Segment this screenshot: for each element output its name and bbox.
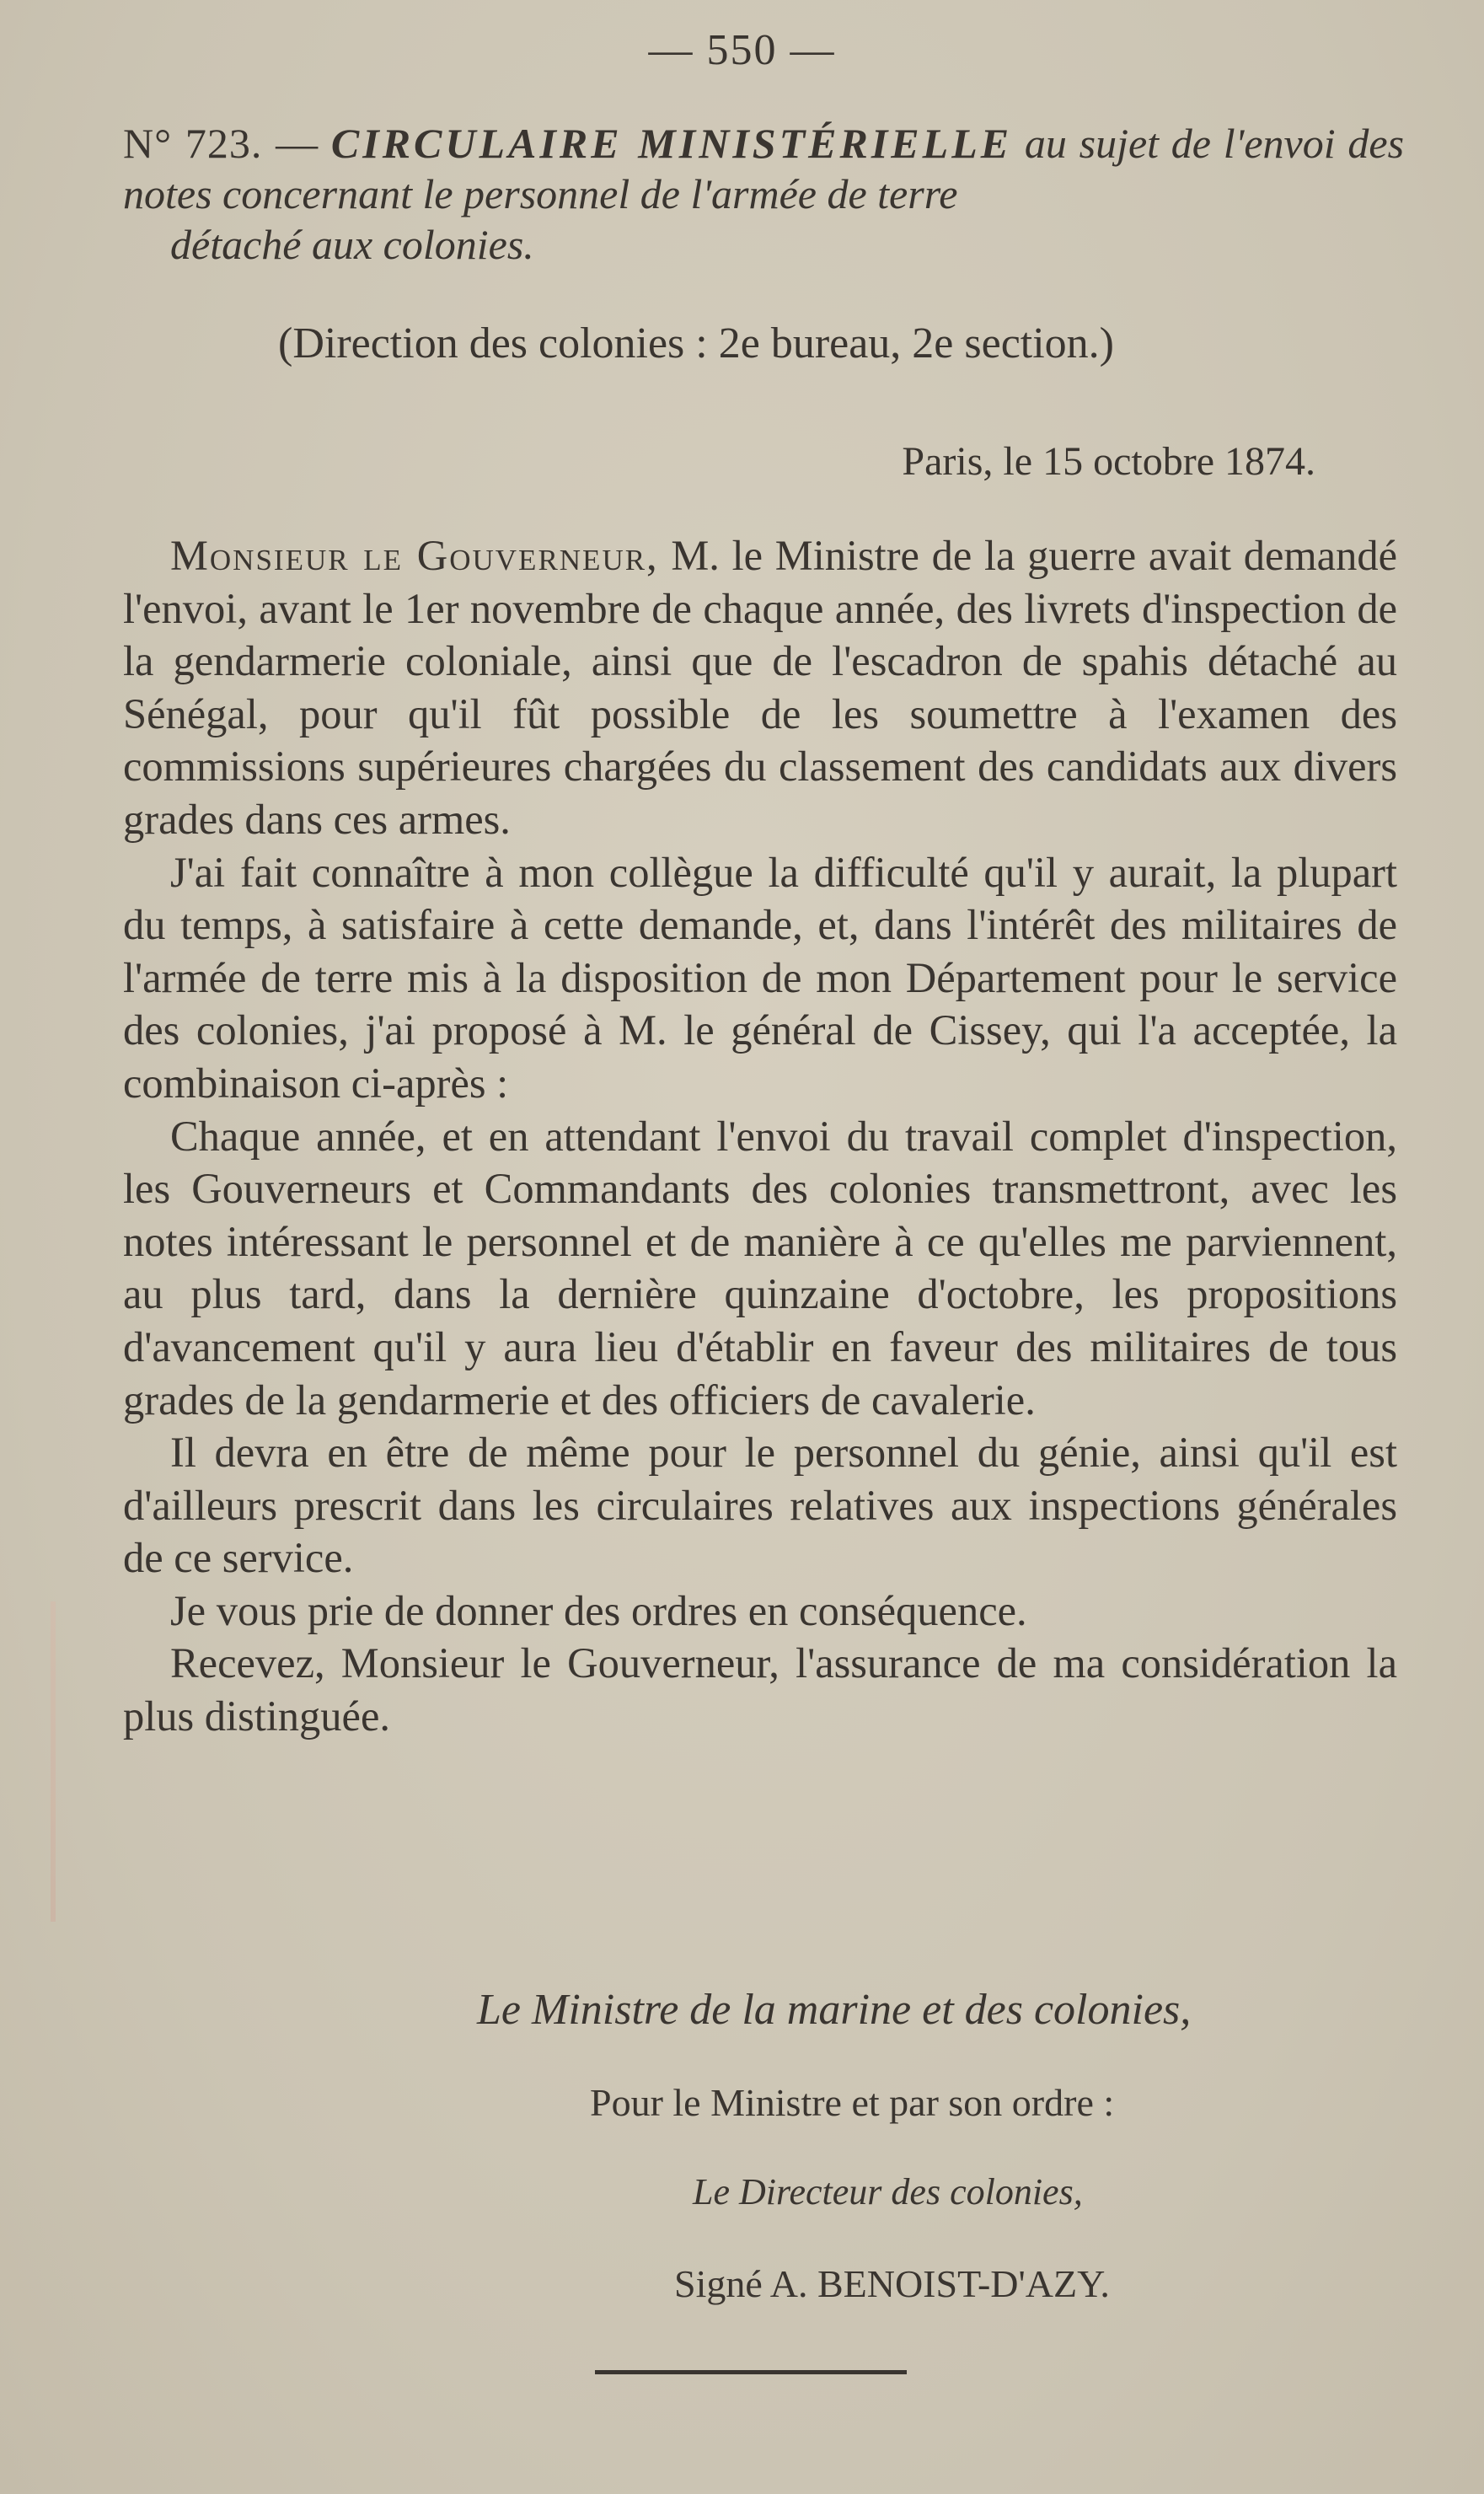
circular-subject: au sujet de l'envoi des notes concernant le personnel de l'armée de terre <box>123 120 1405 217</box>
paragraph: Chaque année, et en attendant l'envoi du travail complet d'inspection, les Gouverneurs et Commandants des colonies transmettront, avec les notes intéressant le personnel et de manière à ce qu'elles me parviennent, au plus tard, dans la dernière quinzaine d'octobre, les propositions d'avancement qu'il y aura lieu d'établir en faveur des militaires de tous grades de la gendarmerie et des officiers de cavalerie. <box>123 1112 1397 1424</box>
paragraph <box>123 529 1397 846</box>
circular-title: CIRCULAIRE MINISTÉRIELLE <box>330 120 1013 167</box>
closing-rule <box>595 2370 907 2374</box>
salutation: Monsieur le Gouverneur, <box>170 532 659 579</box>
margin-stain <box>51 1601 56 1922</box>
circular-number: N° 723. — <box>123 120 319 167</box>
signature-order: Pour le Ministre et par son ordre : <box>590 2081 1115 2124</box>
circular-heading <box>123 118 1404 270</box>
paragraph: Recevez, Monsieur le Gouverneur, l'assurance de ma considération la plus distinguée. <box>123 1639 1397 1740</box>
paragraph-text: M. le Ministre de la guerre avait demandé l'envoi, avant le 1er novembre de chaque année, des livrets d'inspection de la gendarmerie coloniale, ainsi que de l'escadron de spahis détaché au Sénégal, pour qu'il fût possible de les soumettre à l'examen des commissions supérieures chargées du classement des candidats aux divers grades dans ces armes. <box>123 532 1397 843</box>
page-number: — 550 — <box>648 26 836 74</box>
paragraph: Je vous prie de donner des ordres en conséquence. <box>170 1586 1027 1634</box>
circular-subject-continuation: détaché aux colonies. <box>170 221 534 268</box>
dateline: Paris, le 15 octobre 1874. <box>902 439 1315 484</box>
paragraph: Il devra en être de même pour le personnel du génie, ainsi qu'il est d'ailleurs prescrit dans les circulaires relatives aux inspections générales de ce service. <box>123 1429 1397 1582</box>
signature-name: Signé A. BENOIST-D'AZY. <box>674 2262 1110 2305</box>
direction-line: (Direction des colonies : 2e bureau, 2e section.) <box>278 319 1114 367</box>
signature-minister: Le Ministre de la marine et des colonies, <box>477 1986 1192 2034</box>
letter-body <box>123 529 1397 1743</box>
signature-director: Le Directeur des colonies, <box>693 2171 1083 2212</box>
paragraph: J'ai fait connaître à mon collègue la difficulté qu'il y aurait, la plupart du temps, à satisfaire à cette demande, et, dans l'intérêt des militaires de l'armée de terre mis à la disposition de mon Département pour le service des colonies, j'ai proposé à M. le général de Cissey, qui l'a acceptée, la combinaison ci-après : <box>123 848 1397 1107</box>
